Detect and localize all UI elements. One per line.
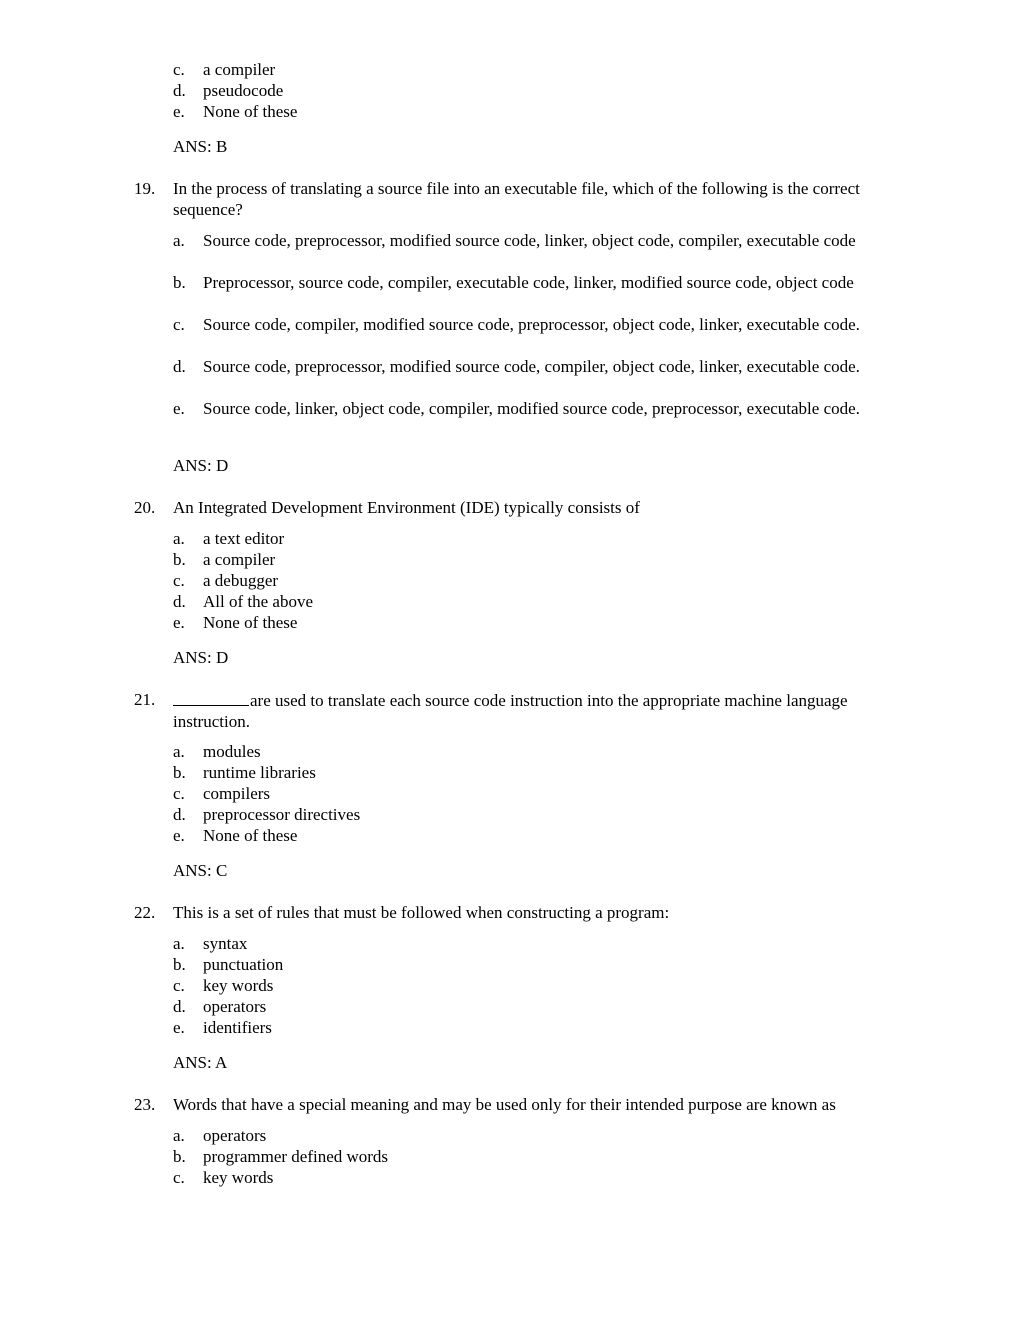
option-b — [0, 272, 1020, 314]
question-stem — [0, 497, 1020, 518]
option-a — [0, 528, 1020, 549]
option-d — [0, 996, 1020, 1017]
answer-key: ANS: A — [173, 1053, 228, 1072]
question-number: 20. — [134, 498, 156, 517]
option-letter: e. — [173, 613, 185, 632]
question-stem — [0, 902, 1020, 923]
option-b — [0, 1146, 1020, 1167]
question-23 — [0, 1094, 1020, 1188]
option-text: compilers — [203, 784, 271, 803]
option-e — [0, 612, 1020, 633]
question-21 — [0, 689, 1020, 880]
question-number: 21. — [134, 690, 156, 709]
answer-key: ANS: B — [173, 137, 228, 156]
option-list — [0, 230, 1020, 440]
option-list — [0, 933, 1020, 1038]
option-a — [0, 1125, 1020, 1146]
option-letter: c. — [173, 315, 185, 334]
option-text: key words — [203, 1168, 274, 1187]
option-text: Source code, compiler, modified source code, preprocessor, object code, linker, executable code. — [203, 315, 860, 334]
question-text — [173, 689, 918, 732]
option-text: punctuation — [203, 955, 284, 974]
option-text: Preprocessor, source code, compiler, executable code, linker, modified source code, object code — [203, 273, 854, 292]
option-list — [0, 528, 1020, 633]
option-text: key words — [203, 976, 274, 995]
option-text: a compiler — [203, 550, 276, 569]
question-number: 22. — [134, 903, 156, 922]
option-letter: c. — [173, 976, 185, 995]
option-letter: c. — [173, 1168, 185, 1187]
option-a — [0, 741, 1020, 762]
question-20 — [0, 497, 1020, 667]
option-text: pseudocode — [203, 81, 284, 100]
option-letter: d. — [173, 81, 186, 100]
option-text: runtime libraries — [203, 763, 316, 782]
question-number: 23. — [134, 1095, 156, 1114]
option-text: None of these — [203, 826, 298, 845]
option-list — [0, 59, 1020, 122]
option-letter: e. — [173, 826, 185, 845]
question-19 — [0, 178, 1020, 475]
option-letter: c. — [173, 60, 185, 79]
option-letter: b. — [173, 955, 186, 974]
option-letter: d. — [173, 357, 186, 376]
option-text: programmer defined words — [203, 1147, 389, 1166]
option-d — [0, 591, 1020, 612]
option-c — [0, 59, 1020, 80]
option-letter: e. — [173, 1018, 185, 1037]
option-text: Source code, preprocessor, modified source code, compiler, object code, linker, executable code. — [203, 357, 860, 376]
option-letter: e. — [173, 102, 185, 121]
question-text: In the process of translating a source file into an executable file, which of the following is the correct sequence? — [173, 179, 860, 219]
option-c — [0, 314, 1020, 356]
option-text: None of these — [203, 102, 298, 121]
answer-key: ANS: D — [173, 456, 229, 475]
option-letter: a. — [173, 529, 185, 548]
option-text: Source code, preprocessor, modified source code, linker, object code, compiler, executable code — [203, 231, 856, 250]
option-text: All of the above — [203, 592, 313, 611]
answer-key: ANS: D — [173, 648, 229, 667]
question-22 — [0, 902, 1020, 1072]
option-d — [0, 356, 1020, 398]
option-c — [0, 1167, 1020, 1188]
option-b — [0, 954, 1020, 975]
option-letter: a. — [173, 1126, 185, 1145]
option-letter: b. — [173, 273, 186, 292]
option-letter: c. — [173, 784, 185, 803]
option-letter: a. — [173, 742, 185, 761]
option-letter: b. — [173, 550, 186, 569]
option-letter: d. — [173, 997, 186, 1016]
option-text: identifiers — [203, 1018, 272, 1037]
option-text: a debugger — [203, 571, 279, 590]
fill-in-blank — [173, 689, 249, 706]
option-d — [0, 804, 1020, 825]
option-text: operators — [203, 997, 267, 1016]
option-letter: a. — [173, 231, 185, 250]
option-letter: d. — [173, 805, 186, 824]
option-text: a compiler — [203, 60, 276, 79]
question-number: 19. — [134, 179, 156, 198]
option-letter: a. — [173, 934, 185, 953]
option-e — [0, 825, 1020, 846]
question-stem — [0, 689, 1020, 731]
option-b — [0, 549, 1020, 570]
option-list — [0, 1125, 1020, 1188]
option-text: operators — [203, 1126, 267, 1145]
option-letter: c. — [173, 571, 185, 590]
question-stem — [0, 178, 1020, 220]
option-a — [0, 933, 1020, 954]
option-c — [0, 570, 1020, 591]
option-e — [0, 101, 1020, 122]
question-text: An Integrated Development Environment (IDE) typically consists of — [173, 498, 640, 517]
answer-key: ANS: C — [173, 861, 228, 880]
option-letter: b. — [173, 1147, 186, 1166]
question-stem — [0, 1094, 1020, 1115]
option-e — [0, 398, 1020, 440]
option-letter: e. — [173, 399, 185, 418]
option-text: None of these — [203, 613, 298, 632]
option-c — [0, 975, 1020, 996]
option-d — [0, 80, 1020, 101]
option-e — [0, 1017, 1020, 1038]
option-text: Source code, linker, object code, compiler, modified source code, preprocessor, executable code. — [203, 399, 860, 418]
question-text: Words that have a special meaning and may be used only for their intended purpose are known as — [173, 1095, 836, 1114]
option-text: syntax — [203, 934, 248, 953]
option-a — [0, 230, 1020, 272]
option-text: preprocessor directives — [203, 805, 361, 824]
option-text: modules — [203, 742, 261, 761]
option-b — [0, 762, 1020, 783]
option-list — [0, 741, 1020, 846]
option-letter: b. — [173, 763, 186, 782]
option-text: a text editor — [203, 529, 285, 548]
option-c — [0, 783, 1020, 804]
option-letter: d. — [173, 592, 186, 611]
question-text: This is a set of rules that must be followed when constructing a program: — [173, 903, 670, 922]
question-18-continued — [0, 59, 1020, 156]
question-text-content: are used to translate each source code instruction into the appropriate machine language instruction. — [173, 691, 848, 731]
